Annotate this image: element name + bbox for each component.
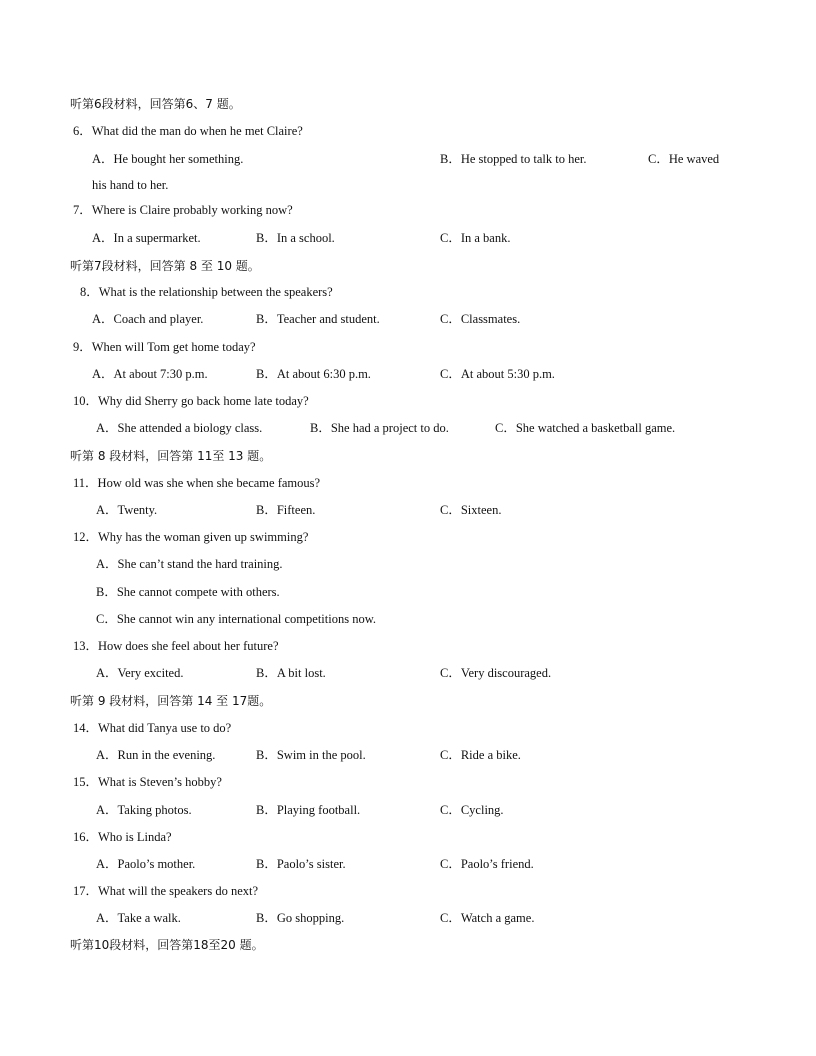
q9-option-b: B．At about 6:30 p.m. [256,367,371,381]
q9-option-c: C．At about 5:30 p.m. [440,367,555,381]
question-15-stem: 15．What is Steven’s hobby? [73,775,222,789]
section-heading-8: 听第 8 段材料，回答第 11至 13 题。 [70,449,272,463]
section-heading-6: 听第6段材料，回答第6、7 题。 [70,97,241,111]
q14-option-b: B．Swim in the pool. [256,748,366,762]
section-heading-9: 听第 9 段材料，回答第 14 至 17题。 [70,694,272,708]
question-6-stem: 6．What did the man do when he met Claire? [73,124,303,138]
q11-option-c: C．Sixteen. [440,503,502,517]
question-8-stem: 8．What is the relationship between the speakers? [80,285,333,299]
q10-option-c: C．She watched a basketball game. [495,421,676,435]
q11-option-b: B．Fifteen. [256,503,316,517]
question-14-stem: 14．What did Tanya use to do? [73,721,232,735]
q6-option-c-continued: his hand to her. [92,178,169,192]
q6-option-c: C．He waved [648,152,720,166]
q14-option-c: C．Ride a bike. [440,748,521,762]
q8-option-b: B．Teacher and student. [256,312,380,326]
q14-option-a: A．Run in the evening. [96,748,216,762]
question-17-stem: 17．What will the speakers do next? [73,884,259,898]
section-heading-10: 听第10段材料，回答第18至20 题。 [70,938,264,952]
question-13-stem: 13．How does she feel about her future? [73,639,279,653]
q16-option-c: C．Paolo’s friend. [440,857,534,871]
q13-option-a: A．Very excited. [96,666,184,680]
q17-option-a: A．Take a walk. [96,911,181,925]
q12-option-b: B．She cannot compete with others. [96,585,280,599]
q6-option-b: B．He stopped to talk to her. [440,152,587,166]
q7-option-c: C．In a bank. [440,231,511,245]
q16-option-a: A．Paolo’s mother. [96,857,196,871]
q9-option-a: A．At about 7:30 p.m. [92,367,208,381]
q10-option-b: B．She had a project to do. [310,421,449,435]
q6-option-a: A．He bought her something. [92,152,244,166]
q8-option-a: A．Coach and player. [92,312,204,326]
q17-option-b: B．Go shopping. [256,911,345,925]
question-11-stem: 11．How old was she when she became famous? [73,476,321,490]
q13-option-b: B．A bit lost. [256,666,326,680]
q15-option-c: C．Cycling. [440,803,504,817]
question-10-stem: 10．Why did Sherry go back home late today? [73,394,309,408]
q7-option-a: A．In a supermarket. [92,231,201,245]
q11-option-a: A．Twenty. [96,503,158,517]
q15-option-a: A．Taking photos. [96,803,192,817]
q13-option-c: C．Very discouraged. [440,666,552,680]
q12-option-a: A．She can’t stand the hard training. [96,557,283,571]
q17-option-c: C．Watch a game. [440,911,535,925]
section-heading-7: 听第7段材料，回答第 8 至 10 题。 [70,259,260,273]
q12-option-c: C．She cannot win any international competitions now. [96,612,377,626]
q10-option-a: A．She attended a biology class. [96,421,263,435]
q8-option-c: C．Classmates. [440,312,521,326]
q16-option-b: B．Paolo’s sister. [256,857,346,871]
q15-option-b: B．Playing football. [256,803,361,817]
question-12-stem: 12．Why has the woman given up swimming? [73,530,309,544]
question-9-stem: 9．When will Tom get home today? [73,340,256,354]
question-7-stem: 7．Where is Claire probably working now? [73,203,293,217]
question-16-stem: 16．Who is Linda? [73,830,172,844]
q7-option-b: B．In a school. [256,231,335,245]
